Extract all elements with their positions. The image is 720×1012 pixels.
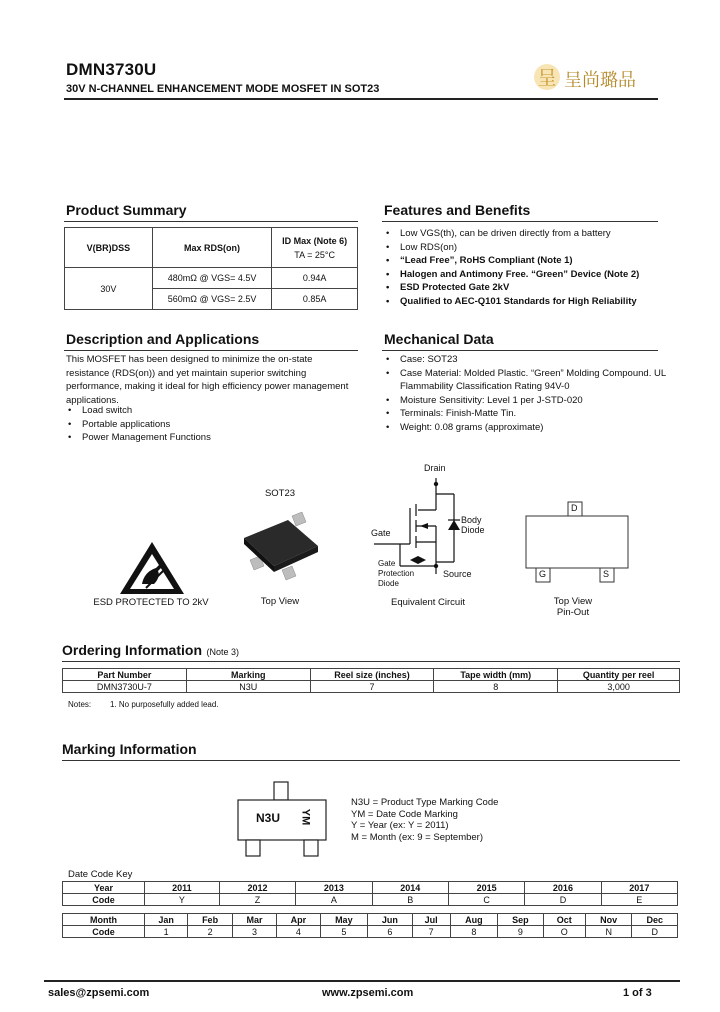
id-row-2: 0.85A — [272, 289, 358, 310]
description-paragraph: This MOSFET has been designed to minimize the on-state resistance (RDS(on)) and yet maintain superior switching performance, making it ideal for high efficiency power management applications. — [66, 354, 349, 406]
table-cell: 5 — [320, 926, 368, 938]
part-number: DMN3730U — [66, 60, 157, 79]
logo-text: 呈尚璐品 — [564, 70, 636, 91]
year-row — [63, 882, 678, 894]
table-cell: 2014 — [372, 882, 448, 894]
table-cell: 7 — [310, 681, 434, 693]
table-cell: Feb — [188, 914, 232, 926]
list-item: • Portable applications — [64, 418, 354, 432]
col-id — [272, 228, 358, 268]
marking-legend — [351, 797, 498, 843]
table-cell: Code — [63, 894, 145, 906]
table-cell: Sep — [498, 914, 543, 926]
logo — [532, 60, 652, 94]
list-item: • Qualified to AEC-Q101 Standards for High Reliability — [382, 295, 672, 309]
equivalent-circuit-diagram — [370, 474, 480, 582]
table-cell: 3 — [232, 926, 276, 938]
notes-text: 1. No purposefully added lead. — [110, 700, 219, 709]
description-header — [64, 329, 358, 351]
year-code-row — [63, 894, 678, 906]
col-tape-width: Tape width (mm) — [434, 669, 558, 681]
gate-protection-label-2: Protection — [378, 569, 415, 578]
year-code-table — [62, 881, 678, 906]
table-cell: C — [448, 894, 524, 906]
col-part-number: Part Number — [63, 669, 187, 681]
col-rds: Max RDS(on) — [152, 228, 272, 268]
table-cell: A — [296, 894, 372, 906]
features-list — [382, 227, 672, 308]
col-id-cond: TA = 25°C — [294, 249, 335, 260]
month-code-table — [62, 913, 678, 938]
equivalent-circuit-caption: Equivalent Circuit — [391, 597, 465, 608]
list-item: • Halogen and Antimony Free. “Green” Device (Note 2) — [382, 268, 672, 282]
table-cell: Oct — [543, 914, 585, 926]
table-cell: 7 — [412, 926, 450, 938]
pin-g-label: G — [539, 569, 547, 579]
gate-protection-label-3: Diode — [378, 579, 399, 588]
table-cell: Nov — [585, 914, 632, 926]
header-rule — [64, 98, 658, 100]
sot23-label: SOT23 — [264, 488, 296, 499]
vdss-value: 30V — [65, 268, 153, 310]
body-diode-label-1: Body — [461, 515, 482, 525]
product-summary-table — [64, 227, 358, 310]
table-cell: Aug — [450, 914, 498, 926]
list-item: • Load switch — [64, 404, 354, 418]
source-label: Source — [443, 569, 472, 579]
table-cell: 2011 — [145, 882, 220, 894]
ordering-header — [62, 642, 680, 662]
list-item: • Power Management Functions — [64, 431, 354, 445]
gate-label: Gate — [371, 528, 391, 538]
table-cell: Jan — [145, 914, 188, 926]
col-reel-size: Reel size (inches) — [310, 669, 434, 681]
marking-line: N3U = Product Type Marking Code — [351, 797, 499, 808]
applications-list — [64, 404, 354, 445]
rds-row-1: 480mΩ @ VGS= 4.5V — [152, 268, 272, 289]
date-key-title: Date Code Key — [68, 869, 133, 880]
table-cell: D — [632, 926, 678, 938]
sot23-package-image — [236, 508, 326, 588]
table-cell: 2012 — [219, 882, 295, 894]
table-cell: 9 — [498, 926, 543, 938]
table-cell: 8 — [450, 926, 498, 938]
table-cell: Dec — [632, 914, 678, 926]
product-summary-header — [64, 200, 358, 222]
table-cell: 2015 — [448, 882, 524, 894]
table-cell: 1 — [145, 926, 188, 938]
part-subtitle: 30V N-CHANNEL ENHANCEMENT MODE MOSFET IN SOT23 — [66, 83, 380, 95]
list-item: • Terminals: Finish-Matte Tin. — [382, 407, 672, 421]
ordering-note: (Note 3) — [206, 647, 239, 657]
table-cell: 4 — [277, 926, 320, 938]
footer-email[interactable]: sales@zpsemi.com — [48, 987, 150, 999]
list-item: • Weight: 0.08 grams (approximate) — [382, 421, 672, 435]
logo-emblem-icon — [532, 60, 562, 94]
mechanical-header — [382, 329, 658, 351]
table-cell: Apr — [277, 914, 320, 926]
table-cell: N — [585, 926, 632, 938]
table-cell: Jun — [368, 914, 412, 926]
mechanical-title: Mechanical Data — [384, 331, 494, 347]
table-cell: Z — [219, 894, 295, 906]
marking-line: YM = Date Code Marking — [351, 808, 458, 820]
list-item: • Low VGS(th), can be driven directly from a battery — [382, 227, 672, 241]
table-cell: 2017 — [601, 882, 677, 894]
table-cell: Jul — [412, 914, 450, 926]
table-cell: E — [601, 894, 677, 906]
col-vdss: V(BR)DSS — [65, 228, 153, 268]
table-cell: O — [543, 926, 585, 938]
chip-date-text: YM — [299, 808, 312, 826]
features-title: Features and Benefits — [384, 202, 531, 218]
table-cell: D — [525, 894, 601, 906]
list-item: • “Lead Free”, RoHS Compliant (Note 1) — [382, 254, 672, 268]
month-code-row — [63, 926, 678, 938]
description-title: Description and Applications — [66, 331, 260, 347]
body-diode-label-2: Diode — [461, 525, 485, 535]
table-cell: Year — [63, 882, 145, 894]
svg-text:呈: 呈 — [537, 67, 557, 89]
col-quantity: Quantity per reel — [558, 669, 680, 681]
list-item: • Case: SOT23 — [382, 353, 672, 367]
table-cell: Y — [145, 894, 220, 906]
marking-line: Y = Year (ex: Y = 2011) — [351, 820, 449, 831]
marking-header — [62, 741, 680, 761]
month-row — [63, 914, 678, 926]
footer-website[interactable]: www.zpsemi.com — [322, 987, 414, 999]
esd-caption: ESD PROTECTED TO 2kV — [93, 597, 209, 608]
table-cell: 2 — [188, 926, 232, 938]
pinout-caption-2: Pin-Out — [556, 607, 590, 618]
drain-label: Drain — [424, 463, 446, 473]
footer-page-number: 1 of 3 — [623, 987, 652, 999]
table-cell: Month — [63, 914, 145, 926]
table-cell: DMN3730U-7 — [63, 681, 187, 693]
table-cell: B — [372, 894, 448, 906]
col-marking: Marking — [186, 669, 310, 681]
mechanical-list — [382, 353, 672, 434]
pin-s-label: S — [603, 569, 610, 579]
marking-title: Marking Information — [62, 741, 197, 757]
marking-line: M = Month (ex: 9 = September) — [351, 831, 484, 843]
table-cell: 8 — [434, 681, 558, 693]
table-cell: N3U — [186, 681, 310, 693]
table-cell: Code — [63, 926, 145, 938]
table-cell: 3,000 — [558, 681, 680, 693]
table-cell: May — [320, 914, 368, 926]
marking-chip-diagram — [236, 780, 328, 858]
table-cell: 2013 — [296, 882, 372, 894]
footer-rule — [44, 980, 680, 982]
top-view-caption: Top View — [260, 596, 300, 607]
table-cell: 2016 — [525, 882, 601, 894]
list-item: • ESD Protected Gate 2kV — [382, 281, 672, 295]
esd-warning-icon — [118, 540, 186, 596]
col-id-label: ID Max (Note 6) — [282, 235, 348, 246]
product-summary-title: Product Summary — [66, 202, 187, 218]
table-cell: 6 — [368, 926, 412, 938]
pinout-caption-1: Top View — [553, 596, 593, 607]
table-cell: Mar — [232, 914, 276, 926]
id-row-1: 0.94A — [272, 268, 358, 289]
ordering-title: Ordering Information — [62, 642, 202, 658]
chip-code-text: N3U — [256, 811, 281, 825]
gate-protection-label-1: Gate — [378, 559, 396, 568]
list-item: • Low RDS(on) — [382, 241, 672, 255]
features-header — [382, 200, 658, 222]
list-item: • Moisture Sensitivity: Level 1 per J-STD-020 — [382, 394, 672, 408]
rds-row-2: 560mΩ @ VGS= 2.5V — [152, 289, 272, 310]
pin-d-label: D — [571, 503, 578, 513]
list-item: • Case Material: Molded Plastic. “Green” Molding Compound. UL Flammability Classification Rating 94V-0 — [382, 367, 672, 394]
notes-label: Notes: — [68, 700, 92, 709]
ordering-table — [62, 668, 680, 693]
